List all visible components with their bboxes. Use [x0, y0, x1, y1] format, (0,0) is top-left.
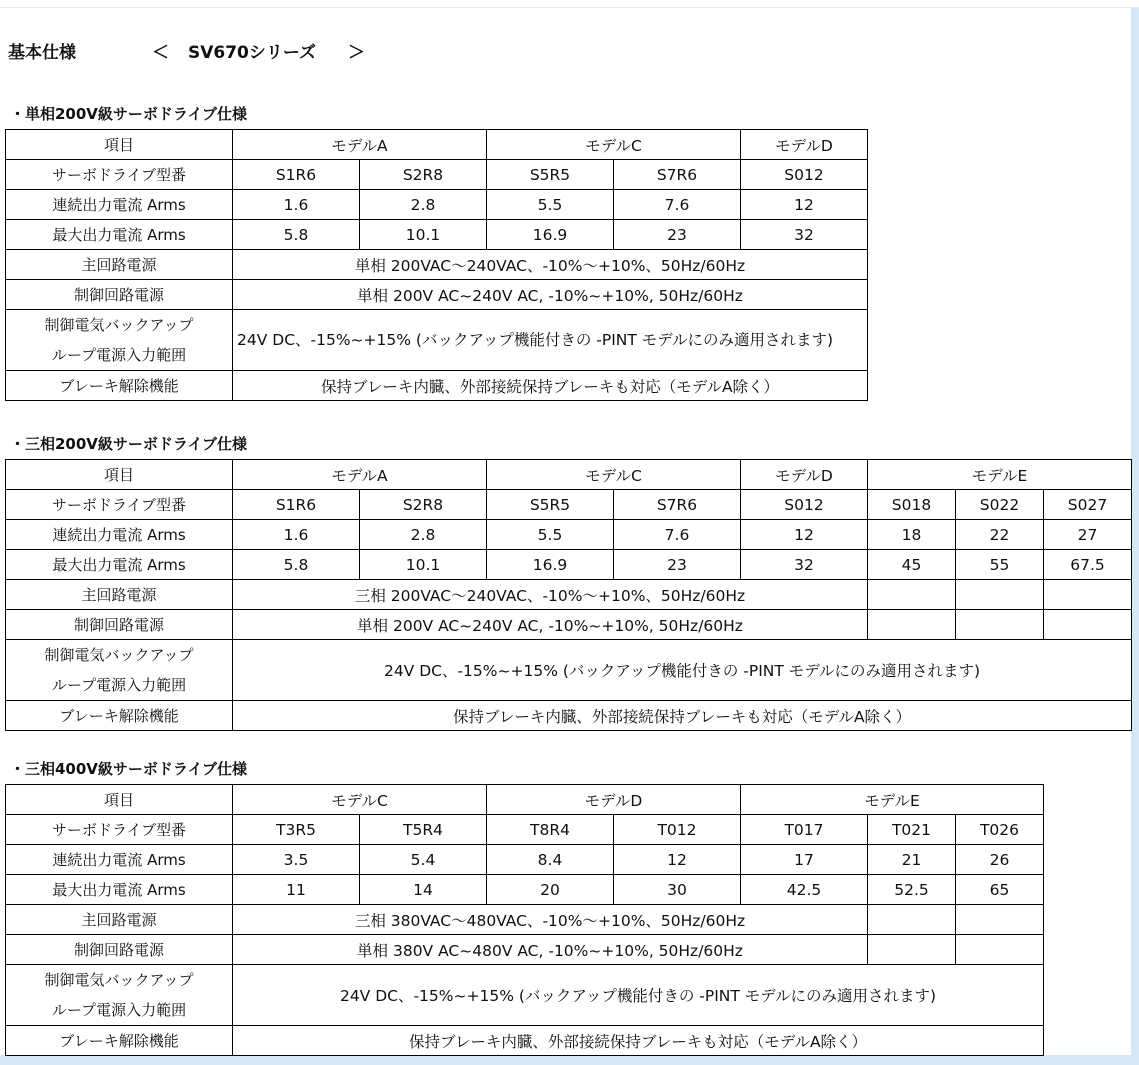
- table-cell: 5.5: [487, 520, 614, 550]
- model-header: モデルE: [741, 785, 1044, 815]
- table-cell: 22: [956, 520, 1044, 550]
- table-cell: 単相 200V AC~240V AC, -10%~+10%, 50Hz/60Hz: [233, 280, 868, 310]
- table-cell: 5.5: [487, 190, 614, 220]
- right-frame: [1131, 8, 1139, 1065]
- table-cell: T017: [741, 815, 868, 845]
- table-cell: 30: [614, 875, 741, 905]
- page-title: [8, 40, 365, 66]
- row-label-line: ループ電源入力範囲: [51, 1001, 187, 1019]
- section-title-three-phase-200v: ・三相200V級サーボドライブ仕様: [10, 435, 248, 453]
- table-row: [6, 160, 868, 190]
- table-cell: 23: [614, 220, 741, 250]
- row-label: ブレーキ解除機能: [6, 701, 233, 731]
- table-row: [6, 815, 1044, 845]
- table-cell: 20: [487, 875, 614, 905]
- table-row: [6, 580, 1132, 610]
- row-label: 連続出力電流 Arms: [6, 520, 233, 550]
- table-row: [6, 520, 1132, 550]
- row-label: [6, 640, 233, 701]
- section-title-three-phase-400v: ・三相400V級サーボドライブ仕様: [10, 760, 248, 778]
- table-row: [6, 905, 1044, 935]
- table-cell: 24V DC、-15%~+15% (バックアップ機能付きの -PINT モデルにのみ適用されます): [233, 640, 1132, 701]
- table-row: [6, 250, 868, 280]
- row-label: 主回路電源: [6, 580, 233, 610]
- header-item: 項目: [6, 785, 233, 815]
- series-open-bracket: ＜: [152, 43, 169, 63]
- table-cell: 8.4: [487, 845, 614, 875]
- model-header: モデルD: [487, 785, 741, 815]
- row-label: 連続出力電流 Arms: [6, 190, 233, 220]
- table-row: [6, 701, 1132, 731]
- row-label-line: ループ電源入力範囲: [51, 346, 187, 364]
- table-cell: 1.6: [233, 520, 360, 550]
- series-name: SV670シリーズ: [188, 43, 317, 63]
- table-cell: 5.8: [233, 550, 360, 580]
- table-cell: T012: [614, 815, 741, 845]
- table-cell: 7.6: [614, 190, 741, 220]
- model-header: モデルD: [741, 460, 868, 490]
- row-label: 制御回路電源: [6, 280, 233, 310]
- header-item: 項目: [6, 130, 233, 160]
- table-row: [6, 460, 1132, 490]
- table-cell: 保持ブレーキ内臓、外部接続保持ブレーキも対応（モデルA除く）: [233, 1026, 1044, 1056]
- spec-table-single-phase-200v: [5, 129, 868, 401]
- table-row: [6, 190, 868, 220]
- table-cell: 55: [956, 550, 1044, 580]
- table-cell: 23: [614, 550, 741, 580]
- empty-cell: [868, 905, 956, 935]
- bottom-frame: [0, 1055, 1139, 1065]
- table-cell: 14: [360, 875, 487, 905]
- table-cell: 単相 380V AC~480V AC, -10%~+10%, 50Hz/60Hz: [233, 935, 868, 965]
- table-cell: 45: [868, 550, 956, 580]
- table-cell: 32: [741, 550, 868, 580]
- empty-cell: [868, 610, 956, 640]
- table-row: [6, 371, 868, 401]
- table-cell: S5R5: [487, 160, 614, 190]
- table-row: [6, 610, 1132, 640]
- row-label-line: ループ電源入力範囲: [51, 676, 187, 694]
- model-header: モデルC: [487, 130, 741, 160]
- table-row: [6, 875, 1044, 905]
- row-label: 最大出力電流 Arms: [6, 220, 233, 250]
- table-row: [6, 550, 1132, 580]
- row-label: [6, 965, 233, 1026]
- table-cell: S5R5: [487, 490, 614, 520]
- page-title-main: 基本仕様: [8, 43, 76, 63]
- table-cell: 5.4: [360, 845, 487, 875]
- row-label: ブレーキ解除機能: [6, 1026, 233, 1056]
- table-row: [6, 785, 1044, 815]
- row-label: 主回路電源: [6, 905, 233, 935]
- series-close-bracket: ＞: [348, 43, 365, 63]
- table-cell: 12: [614, 845, 741, 875]
- empty-cell: [956, 905, 1044, 935]
- table-row: [6, 965, 1044, 1026]
- table-cell: S022: [956, 490, 1044, 520]
- table-cell: 24V DC、-15%~+15% (バックアップ機能付きの -PINT モデルにのみ適用されます): [233, 965, 1044, 1026]
- table-cell: 5.8: [233, 220, 360, 250]
- row-label: ブレーキ解除機能: [6, 371, 233, 401]
- section-title-single-phase-200v: ・単相200V級サーボドライブ仕様: [10, 105, 248, 123]
- table-cell: 保持ブレーキ内臓、外部接続保持ブレーキも対応（モデルA除く）: [233, 701, 1132, 731]
- row-label: 制御回路電源: [6, 935, 233, 965]
- row-label-line: 制御電気バックアップ: [44, 971, 194, 989]
- table-cell: T5R4: [360, 815, 487, 845]
- table-cell: 単相 200V AC~240V AC, -10%~+10%, 50Hz/60Hz: [233, 610, 868, 640]
- table-cell: S1R6: [233, 160, 360, 190]
- table-row: [6, 845, 1044, 875]
- table-cell: 10.1: [360, 550, 487, 580]
- row-label: 制御回路電源: [6, 610, 233, 640]
- table-cell: S2R8: [360, 490, 487, 520]
- row-label: 最大出力電流 Arms: [6, 875, 233, 905]
- table-cell: 42.5: [741, 875, 868, 905]
- table-cell: S012: [741, 160, 868, 190]
- row-label: サーボドライブ型番: [6, 490, 233, 520]
- table-cell: 65: [956, 875, 1044, 905]
- model-header: モデルE: [868, 460, 1132, 490]
- empty-cell: [956, 935, 1044, 965]
- table-cell: 3.5: [233, 845, 360, 875]
- model-header: モデルC: [233, 785, 487, 815]
- table-row: [6, 490, 1132, 520]
- model-header: モデルD: [741, 130, 868, 160]
- empty-cell: [956, 580, 1044, 610]
- row-label: [6, 310, 233, 371]
- row-label: サーボドライブ型番: [6, 815, 233, 845]
- table-cell: 12: [741, 520, 868, 550]
- row-label: 主回路電源: [6, 250, 233, 280]
- table-cell: 12: [741, 190, 868, 220]
- table-row: [6, 280, 868, 310]
- table-cell: 1.6: [233, 190, 360, 220]
- table-cell: 三相 380VAC～480VAC、-10%～+10%、50Hz/60Hz: [233, 905, 868, 935]
- spec-table-three-phase-400v: [5, 784, 1044, 1056]
- table-cell: 保持ブレーキ内臓、外部接続保持ブレーキも対応（モデルA除く）: [233, 371, 868, 401]
- table-cell: 11: [233, 875, 360, 905]
- table-cell: 27: [1044, 520, 1132, 550]
- table-row: [6, 310, 868, 371]
- empty-cell: [1044, 610, 1132, 640]
- table-cell: T8R4: [487, 815, 614, 845]
- empty-cell: [868, 580, 956, 610]
- table-cell: 18: [868, 520, 956, 550]
- table-cell: S027: [1044, 490, 1132, 520]
- table-cell: 21: [868, 845, 956, 875]
- row-label: 最大出力電流 Arms: [6, 550, 233, 580]
- model-header: モデルC: [487, 460, 741, 490]
- series-heading: [152, 40, 365, 66]
- table-cell: 32: [741, 220, 868, 250]
- table-cell: 67.5: [1044, 550, 1132, 580]
- empty-cell: [868, 935, 956, 965]
- model-header: モデルA: [233, 460, 487, 490]
- table-cell: 三相 200VAC～240VAC、-10%～+10%、50Hz/60Hz: [233, 580, 868, 610]
- model-header: モデルA: [233, 130, 487, 160]
- table-cell: S7R6: [614, 490, 741, 520]
- table-cell: 7.6: [614, 520, 741, 550]
- table-cell: 単相 200VAC～240VAC、-10%～+10%、50Hz/60Hz: [233, 250, 868, 280]
- table-cell: S1R6: [233, 490, 360, 520]
- top-border: [0, 0, 1139, 8]
- empty-cell: [1044, 580, 1132, 610]
- row-label: サーボドライブ型番: [6, 160, 233, 190]
- table-cell: 24V DC、-15%~+15% (バックアップ機能付きの -PINT モデルにのみ適用されます): [233, 310, 868, 371]
- table-cell: S012: [741, 490, 868, 520]
- table-cell: 2.8: [360, 190, 487, 220]
- table-cell: 16.9: [487, 220, 614, 250]
- row-label: 連続出力電流 Arms: [6, 845, 233, 875]
- table-cell: T3R5: [233, 815, 360, 845]
- row-label-line: 制御電気バックアップ: [44, 646, 194, 664]
- table-cell: 16.9: [487, 550, 614, 580]
- table-cell: 2.8: [360, 520, 487, 550]
- table-cell: 26: [956, 845, 1044, 875]
- table-row: [6, 640, 1132, 701]
- table-cell: S018: [868, 490, 956, 520]
- empty-cell: [956, 610, 1044, 640]
- table-cell: S7R6: [614, 160, 741, 190]
- row-label-line: 制御電気バックアップ: [44, 316, 194, 334]
- table-cell: 17: [741, 845, 868, 875]
- table-cell: S2R8: [360, 160, 487, 190]
- table-row: [6, 935, 1044, 965]
- table-cell: 52.5: [868, 875, 956, 905]
- table-row: [6, 220, 868, 250]
- header-item: 項目: [6, 460, 233, 490]
- spec-table-three-phase-200v: [5, 459, 1132, 731]
- table-cell: 10.1: [360, 220, 487, 250]
- table-row: [6, 1026, 1044, 1056]
- table-cell: T026: [956, 815, 1044, 845]
- table-row: [6, 130, 868, 160]
- table-cell: T021: [868, 815, 956, 845]
